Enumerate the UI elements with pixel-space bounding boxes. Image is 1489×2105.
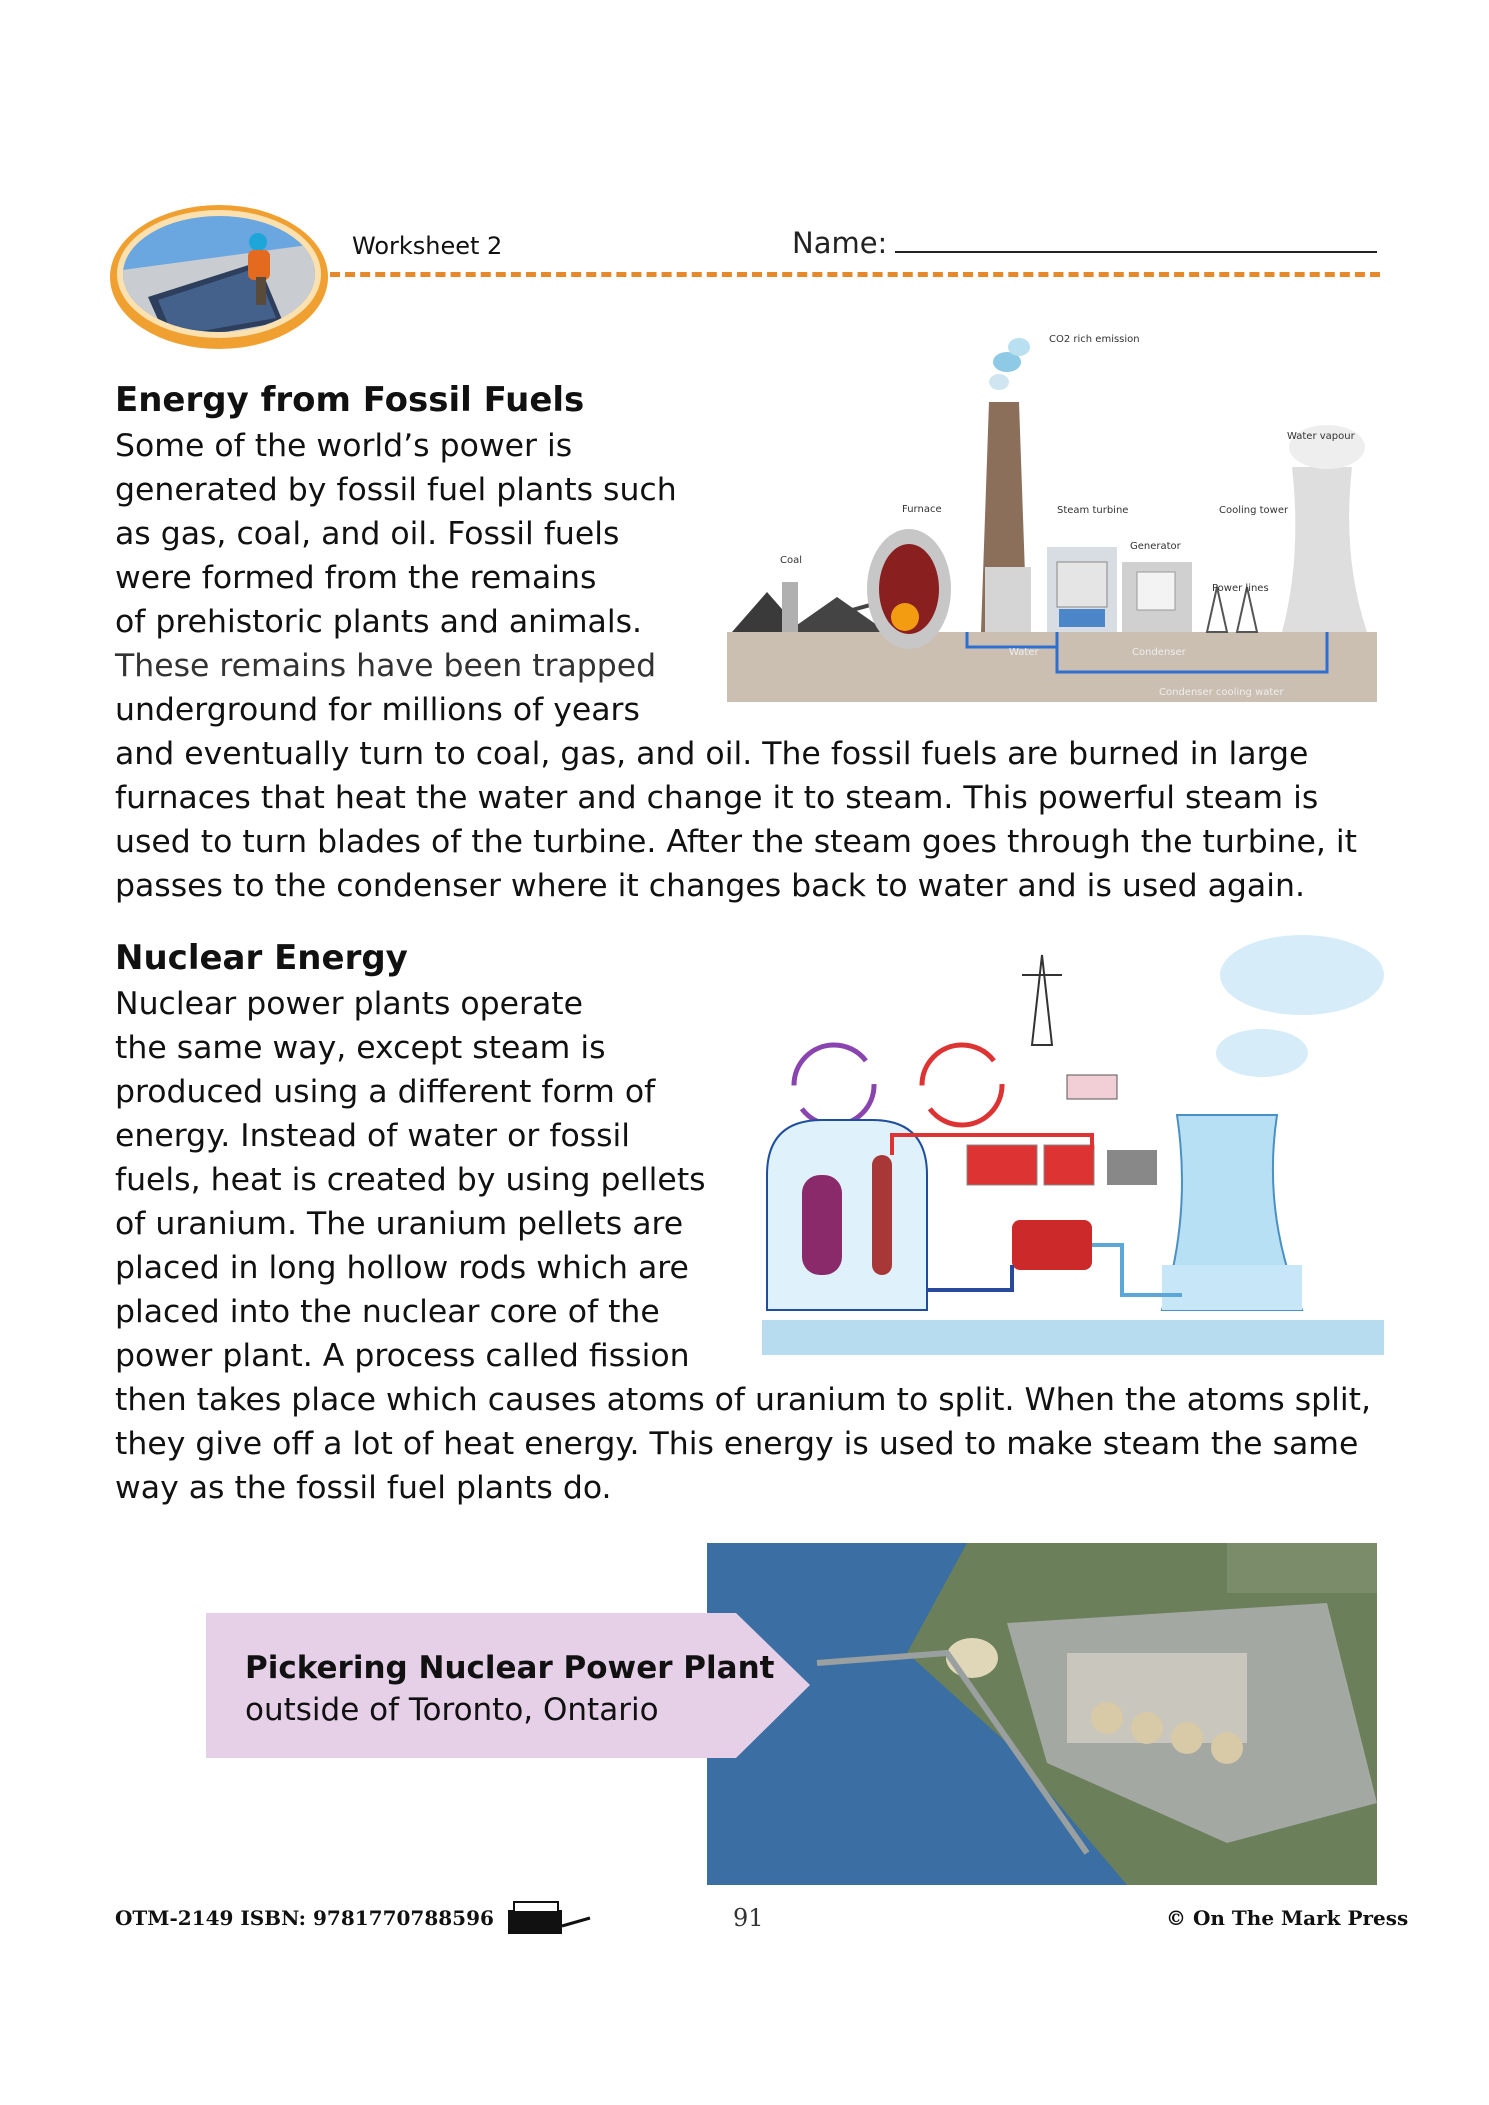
label-emission: CO2 rich emission	[1049, 334, 1140, 345]
label-furnace: Furnace	[902, 504, 942, 515]
fossil-section-title: Energy from Fossil Fuels	[115, 380, 585, 420]
text-line: generated by fossil fuel plants such	[115, 472, 677, 508]
label-cooling-tower: Cooling tower	[1219, 505, 1289, 516]
dashed-divider	[330, 272, 1380, 277]
text-line: power plant. A process called fission	[115, 1338, 690, 1374]
label-generator: Generator	[1130, 541, 1181, 552]
text-line: were formed from the remains	[115, 560, 597, 596]
text-line: as gas, coal, and oil. Fossil fuels	[115, 516, 620, 552]
text-line: the same way, except steam is	[115, 1030, 606, 1066]
label-vapour: Water vapour	[1287, 431, 1355, 442]
text-line: These remains have been trapped	[115, 648, 657, 684]
label-power-lines: Power lines	[1212, 583, 1269, 594]
fossil-plant-diagram	[727, 327, 1377, 703]
label-condenser: Condenser	[1132, 647, 1186, 658]
text-line: furnaces that heat the water and change it to steam. This powerful steam is	[115, 780, 1319, 816]
text-line: Some of the world’s power is	[115, 428, 573, 464]
name-label: Name:	[792, 226, 888, 260]
book-logo-icon	[506, 1896, 592, 1938]
caption-subtitle: outside of Toronto, Ontario	[245, 1692, 659, 1728]
text-line: produced using a different form of	[115, 1074, 656, 1110]
text-line: used to turn blades of the turbine. After the steam goes through the turbine, it	[115, 824, 1357, 860]
page-number: 91	[733, 1904, 764, 1932]
text-line: and eventually turn to coal, gas, and oil. The fossil fuels are burned in large	[115, 736, 1309, 772]
text-line: fuels, heat is created by using pellets	[115, 1162, 706, 1198]
text-line: they give off a lot of heat energy. This energy is used to make steam the same	[115, 1426, 1359, 1462]
footer-copyright: © On The Mark Press	[1166, 1906, 1409, 1930]
label-steam-turbine: Steam turbine	[1057, 505, 1129, 516]
worksheet-label: Worksheet 2	[352, 232, 503, 260]
text-line: Nuclear power plants operate	[115, 986, 584, 1022]
label-water: Water	[1009, 647, 1039, 658]
text-line: then takes place which causes atoms of uranium to split. When the atoms split,	[115, 1382, 1372, 1418]
text-line: way as the fossil fuel plants do.	[115, 1470, 612, 1506]
header-photo-badge	[108, 202, 330, 352]
label-cooling-water: Condenser cooling water	[1159, 687, 1284, 698]
text-line: placed into the nuclear core of the	[115, 1294, 660, 1330]
caption-title: Pickering Nuclear Power Plant	[245, 1650, 775, 1686]
text-line: of prehistoric plants and animals.	[115, 604, 643, 640]
text-line: of uranium. The uranium pellets are	[115, 1206, 684, 1242]
text-line: placed in long hollow rods which are	[115, 1250, 689, 1286]
label-coal: Coal	[780, 555, 803, 566]
text-line: underground for millions of years	[115, 692, 640, 728]
nuclear-plant-diagram	[762, 935, 1384, 1355]
text-line: energy. Instead of water or fossil	[115, 1118, 631, 1154]
footer-code: OTM-2149 ISBN: 9781770788596	[115, 1906, 494, 1930]
nuclear-section-title: Nuclear Energy	[115, 938, 408, 978]
text-line: passes to the condenser where it changes back to water and is used again.	[115, 868, 1305, 904]
name-write-line	[895, 251, 1377, 253]
